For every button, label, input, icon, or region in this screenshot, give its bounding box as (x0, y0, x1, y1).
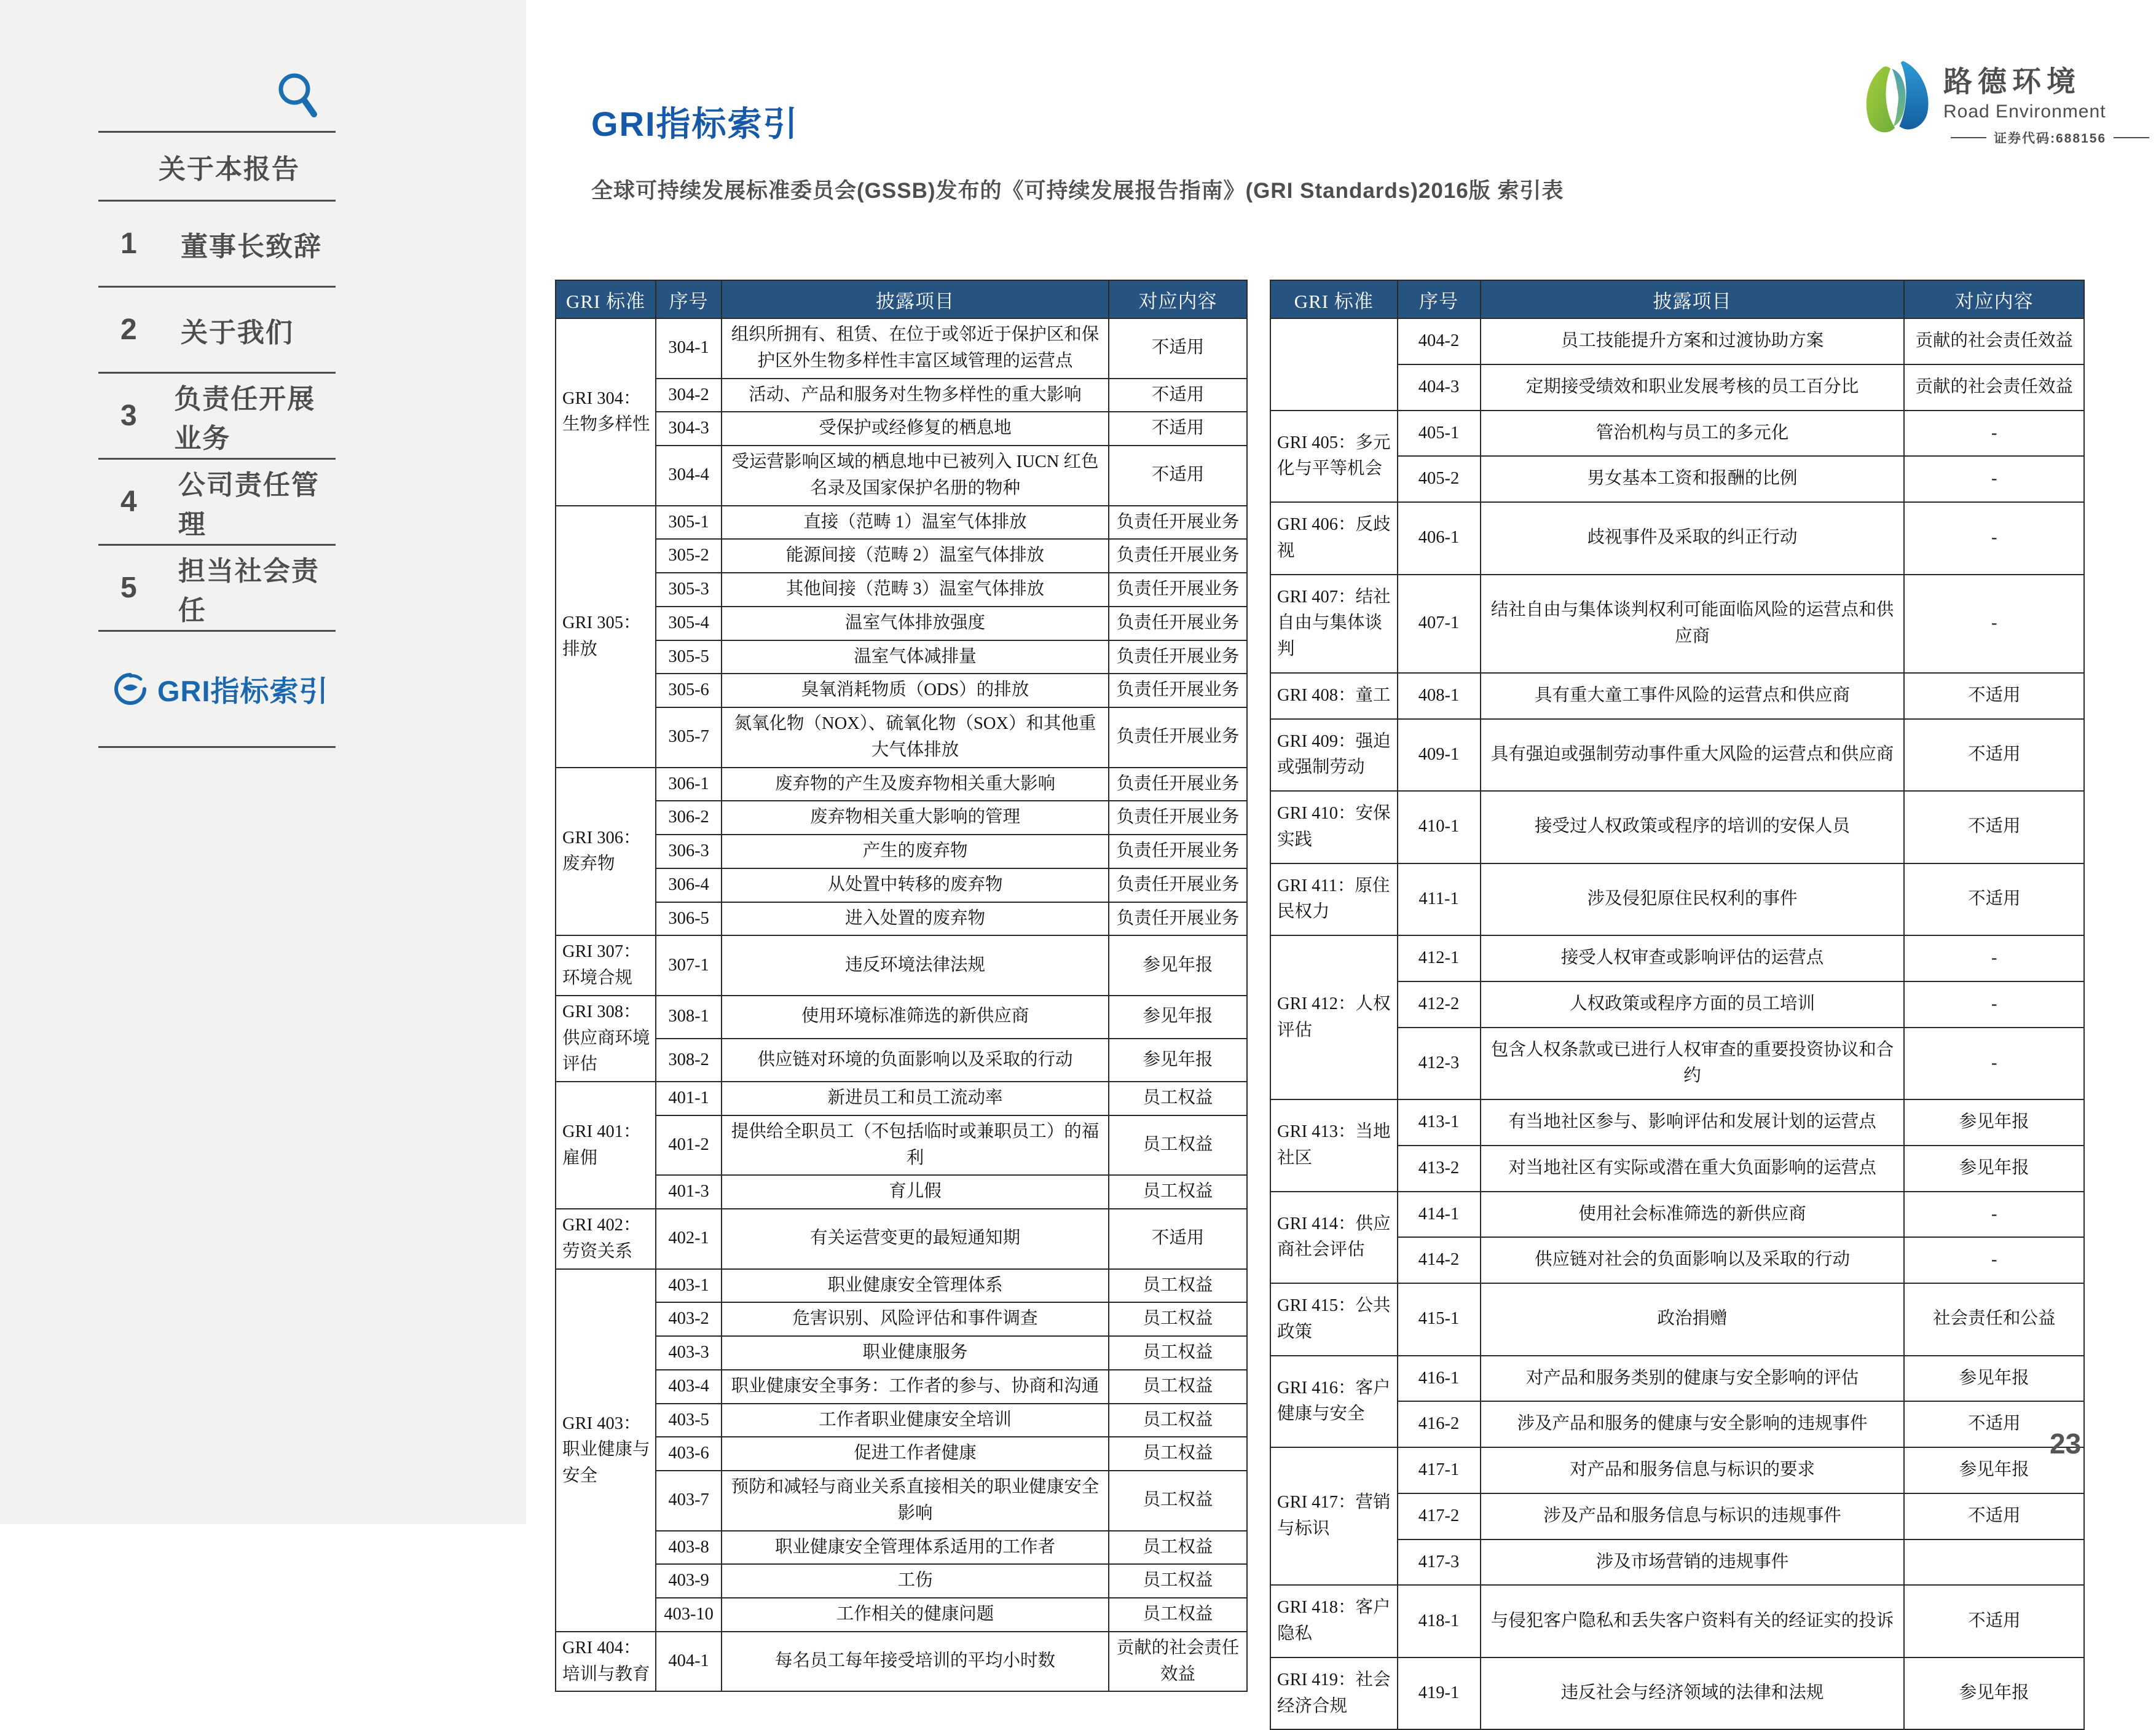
gri-number-cell: 417-2 (1398, 1493, 1481, 1539)
response-cell: 负责任开展业务 (1109, 707, 1247, 768)
gri-standard-cell: GRI 417：营销与标识 (1270, 1447, 1398, 1585)
table-row (556, 996, 1247, 1039)
gri-number-cell: 305-2 (656, 539, 722, 573)
gri-number-cell: 304-4 (656, 446, 722, 506)
gri-number-cell: 412-3 (1398, 1028, 1481, 1100)
table-row (1270, 863, 2084, 936)
disclosure-item-cell: 受运营影响区域的栖息地中已被列入 IUCN 红色名录及国家保护名册的物种 (722, 446, 1109, 506)
gri-standard-cell: GRI 408：童工 (1270, 673, 1398, 719)
search-icon[interactable] (278, 71, 318, 128)
disclosure-item-cell: 男女基本工资和报酬的比例 (1481, 456, 1905, 502)
response-cell: 贡献的社会责任效益 (1904, 364, 2084, 411)
sidebar-item-gri-index[interactable] (98, 630, 336, 748)
response-cell: 不适用 (1109, 318, 1247, 379)
table-row (556, 1437, 1247, 1471)
table-row (556, 768, 1247, 801)
sidebar-item-label: 关于本报告 (159, 154, 300, 184)
table-column-header: 序号 (1398, 280, 1481, 318)
gri-number-cell: 403-6 (656, 1437, 722, 1471)
disclosure-item-cell: 废弃物相关重大影响的管理 (722, 801, 1109, 835)
table-row (556, 1471, 1247, 1531)
dash-left (1951, 137, 1986, 138)
table-row (556, 379, 1247, 412)
response-cell: 员工权益 (1109, 1370, 1247, 1404)
gri-number-cell: 404-1 (656, 1632, 722, 1692)
gri-number-cell: 414-1 (1398, 1192, 1481, 1238)
disclosure-item-cell: 供应链对环境的负面影响以及采取的行动 (722, 1039, 1109, 1082)
response-cell: 员工权益 (1109, 1082, 1247, 1115)
response-cell: 参见年报 (1904, 1356, 2084, 1402)
sidebar-item-chairman-message[interactable] (98, 200, 336, 286)
gri-number-cell: 305-7 (656, 707, 722, 768)
disclosure-item-cell: 包含人权条款或已进行人权审查的重要投资协议和合约 (1481, 1028, 1905, 1100)
disclosure-item-cell: 活动、产品和服务对生物多样性的重大影响 (722, 379, 1109, 412)
stock-code: 证券代码:688156 (1994, 132, 2107, 146)
response-cell: - (1904, 1192, 2084, 1238)
gri-number-cell: 401-3 (656, 1175, 722, 1209)
table-row (556, 506, 1247, 540)
disclosure-item-cell: 对产品和服务类别的健康与安全影响的评估 (1481, 1356, 1905, 1402)
table-row (556, 1531, 1247, 1565)
response-cell: 不适用 (1904, 1585, 2084, 1657)
sidebar-item-label: 公司责任管理 (178, 470, 320, 540)
table-row (1270, 719, 2084, 792)
gri-number-cell: 305-3 (656, 573, 722, 607)
disclosure-item-cell: 促进工作者健康 (722, 1437, 1109, 1471)
disclosure-item-cell: 对产品和服务信息与标识的要求 (1481, 1447, 1905, 1493)
disclosure-item-cell: 员工技能提升方案和过渡协助方案 (1481, 318, 1905, 364)
gri-number-cell: 306-2 (656, 801, 722, 835)
disclosure-item-cell: 直接（范畴 1）温室气体排放 (722, 506, 1109, 540)
response-cell: - (1904, 411, 2084, 457)
table-row (556, 1269, 1247, 1303)
gri-number-cell: 403-1 (656, 1269, 722, 1303)
gri-number-cell: 308-2 (656, 1039, 722, 1082)
disclosure-item-cell: 具有强迫或强制劳动事件重大风险的运营点和供应商 (1481, 719, 1905, 792)
disclosure-item-cell: 歧视事件及采取的纠正行动 (1481, 502, 1905, 575)
response-cell: 员工权益 (1109, 1437, 1247, 1471)
gri-standard-cell: GRI 305：排放 (556, 506, 656, 768)
response-cell: 员工权益 (1109, 1404, 1247, 1437)
disclosure-item-cell: 职业健康服务 (722, 1336, 1109, 1370)
gri-number-cell: 416-2 (1398, 1401, 1481, 1447)
page-title: GRI指标索引 (591, 104, 799, 143)
response-cell: 不适用 (1904, 791, 2084, 863)
gri-number-cell: 415-1 (1398, 1283, 1481, 1356)
disclosure-item-cell: 受保护或经修复的栖息地 (722, 412, 1109, 446)
table-row (556, 1115, 1247, 1176)
gri-number-cell: 403-4 (656, 1370, 722, 1404)
disclosure-item-cell: 工作者职业健康安全培训 (722, 1404, 1109, 1437)
table-row (556, 1370, 1247, 1404)
gri-standard-cell: GRI 418：客户隐私 (1270, 1585, 1398, 1657)
gri-number-cell: 403-9 (656, 1564, 722, 1598)
sidebar-item-number: 1 (120, 227, 137, 260)
sidebar-item-number: 5 (120, 572, 137, 604)
table-column-header: 披露项目 (722, 280, 1109, 318)
response-cell: 参见年报 (1904, 1099, 2084, 1146)
gri-number-cell: 403-7 (656, 1471, 722, 1531)
sidebar-item-number: 3 (120, 399, 137, 432)
sidebar-item-label: GRI指标索引 (157, 674, 329, 707)
gri-number-cell: 401-1 (656, 1082, 722, 1115)
disclosure-item-cell: 定期接受绩效和职业发展考核的员工百分比 (1481, 364, 1905, 411)
gri-number-cell: 418-1 (1398, 1585, 1481, 1657)
gri-standard-cell: GRI 403：职业健康与安全 (556, 1269, 656, 1632)
gri-table-left (555, 280, 1248, 1692)
disclosure-item-cell: 违反社会与经济领域的法律和法规 (1481, 1657, 1905, 1730)
gri-standard-cell: GRI 415：公共政策 (1270, 1283, 1398, 1356)
disclosure-item-cell: 废弃物的产生及废弃物相关重大影响 (722, 768, 1109, 801)
disclosure-item-cell: 温室气体排放强度 (722, 607, 1109, 640)
gri-standard-cell: GRI 306：废弃物 (556, 768, 656, 936)
disclosure-item-cell: 人权政策或程序方面的员工培训 (1481, 981, 1905, 1028)
response-cell: - (1904, 1028, 2084, 1100)
response-cell: 负责任开展业务 (1109, 768, 1247, 801)
disclosure-item-cell: 工作相关的健康问题 (722, 1598, 1109, 1632)
table-row (1270, 1356, 2084, 1402)
disclosure-item-cell: 涉及侵犯原住民权利的事件 (1481, 863, 1905, 936)
table-column-header: 对应内容 (1109, 280, 1247, 318)
company-name-en: Road Environment (1943, 101, 2106, 122)
response-cell: - (1904, 981, 2084, 1028)
disclosure-item-cell: 接受人权审查或影响评估的运营点 (1481, 935, 1905, 981)
table-row (1270, 1099, 2084, 1146)
disclosure-item-cell: 进入处置的废弃物 (722, 902, 1109, 936)
response-cell: 员工权益 (1109, 1302, 1247, 1336)
gri-number-cell: 305-4 (656, 607, 722, 640)
gri-standard-cell: GRI 413：当地社区 (1270, 1099, 1398, 1192)
page-subtitle: 全球可持续发展标准委员会(GSSB)发布的《可持续发展报告指南》(GRI Standards)2016版 索引表 (591, 179, 1564, 203)
gri-number-cell: 404-3 (1398, 364, 1481, 411)
disclosure-item-cell: 职业健康安全管理体系适用的工作者 (722, 1531, 1109, 1565)
gri-number-cell: 403-8 (656, 1531, 722, 1565)
response-cell: 参见年报 (1904, 1657, 2084, 1730)
response-cell: 负责任开展业务 (1109, 640, 1247, 674)
table-row (556, 1336, 1247, 1370)
table-row (1270, 411, 2084, 457)
table-row (556, 1598, 1247, 1632)
disclosure-item-cell: 温室气体减排量 (722, 640, 1109, 674)
response-cell: 员工权益 (1109, 1115, 1247, 1176)
table-row (1270, 1585, 2084, 1657)
table-row (556, 1404, 1247, 1437)
gri-standard-cell: GRI 405：多元化与平等机会 (1270, 411, 1398, 503)
gri-standard-cell: GRI 307：环境合规 (556, 935, 656, 996)
gri-number-cell: 402-1 (656, 1209, 722, 1269)
response-cell: 不适用 (1109, 412, 1247, 446)
gri-number-cell: 305-6 (656, 674, 722, 707)
gri-standard-cell: GRI 401：雇佣 (556, 1082, 656, 1209)
gri-standard-cell: GRI 416：客户健康与安全 (1270, 1356, 1398, 1448)
gri-number-cell: 409-1 (1398, 719, 1481, 792)
table-column-header: 披露项目 (1481, 280, 1905, 318)
disclosure-item-cell: 组织所拥有、租赁、在位于或邻近于保护区和保护区外生物多样性丰富区域管理的运营点 (722, 318, 1109, 379)
disclosure-item-cell: 提供给全职员工（不包括临时或兼职员工）的福利 (722, 1115, 1109, 1176)
sidebar (0, 0, 526, 1524)
response-cell: 员工权益 (1109, 1336, 1247, 1370)
table-header-row (556, 280, 1247, 318)
disclosure-item-cell: 臭氧消耗物质（ODS）的排放 (722, 674, 1109, 707)
gri-number-cell: 412-1 (1398, 935, 1481, 981)
response-cell: - (1904, 1237, 2084, 1283)
gri-number-cell: 405-2 (1398, 456, 1481, 502)
disclosure-item-cell: 产生的废弃物 (722, 835, 1109, 868)
disclosure-item-cell: 与侵犯客户隐私和丢失客户资料有关的经证实的投诉 (1481, 1585, 1905, 1657)
response-cell: 员工权益 (1109, 1269, 1247, 1303)
sidebar-item-label: 董事长致辞 (181, 231, 322, 262)
sidebar-item-responsible-business[interactable] (98, 372, 336, 458)
sidebar-item-about-us[interactable] (98, 286, 336, 372)
table-row (1270, 575, 2084, 673)
response-cell: - (1904, 935, 2084, 981)
response-cell: 负责任开展业务 (1109, 835, 1247, 868)
disclosure-item-cell: 有关运营变更的最短通知期 (722, 1209, 1109, 1269)
table-row (1270, 1283, 2084, 1356)
disclosure-item-cell: 接受过人权政策或程序的培训的安保人员 (1481, 791, 1905, 863)
table-row (1270, 502, 2084, 575)
table-row (556, 1039, 1247, 1082)
response-cell: 负责任开展业务 (1109, 506, 1247, 540)
gri-number-cell: 403-10 (656, 1598, 722, 1632)
sidebar-item-social-responsibility[interactable] (98, 544, 336, 630)
gri-standard-cell (1270, 318, 1398, 411)
gri-number-cell: 419-1 (1398, 1657, 1481, 1730)
disclosure-item-cell: 使用社会标准筛选的新供应商 (1481, 1192, 1905, 1238)
table-row (556, 446, 1247, 506)
company-logo-mark (1861, 58, 1935, 140)
disclosure-item-cell: 氮氧化物（NOX）、硫氧化物（SOX）和其他重大气体排放 (722, 707, 1109, 768)
response-cell: 负责任开展业务 (1109, 573, 1247, 607)
table-row (1270, 1657, 2084, 1730)
response-cell: 不适用 (1904, 673, 2084, 719)
response-cell: - (1904, 502, 2084, 575)
response-cell: 参见年报 (1109, 1039, 1247, 1082)
gri-standard-cell: GRI 404：培训与教育 (556, 1632, 656, 1692)
disclosure-item-cell: 能源间接（范畴 2）温室气体排放 (722, 539, 1109, 573)
gri-number-cell: 416-1 (1398, 1356, 1481, 1402)
gri-number-cell: 306-5 (656, 902, 722, 936)
disclosure-item-cell: 涉及产品和服务信息与标识的违规事件 (1481, 1493, 1905, 1539)
sidebar-item-about-report[interactable] (98, 131, 336, 200)
response-cell: 负责任开展业务 (1109, 868, 1247, 902)
disclosure-item-cell: 危害识别、风险评估和事件调查 (722, 1302, 1109, 1336)
gri-number-cell: 404-2 (1398, 318, 1481, 364)
disclosure-item-cell: 工伤 (722, 1564, 1109, 1598)
table-row (556, 1082, 1247, 1115)
response-cell: 参见年报 (1109, 996, 1247, 1039)
disclosure-item-cell: 对当地社区有实际或潜在重大负面影响的运营点 (1481, 1146, 1905, 1192)
response-cell: 负责任开展业务 (1109, 607, 1247, 640)
response-cell: - (1904, 575, 2084, 673)
table-row (556, 707, 1247, 768)
response-cell: 不适用 (1109, 446, 1247, 506)
gri-number-cell: 306-3 (656, 835, 722, 868)
gri-number-cell: 408-1 (1398, 673, 1481, 719)
gri-standard-cell: GRI 308：供应商环境评估 (556, 996, 656, 1082)
sidebar-item-number: 4 (120, 486, 137, 518)
response-cell: 员工权益 (1109, 1471, 1247, 1531)
response-cell: 员工权益 (1109, 1564, 1247, 1598)
disclosure-item-cell: 每名员工每年接受培训的平均小时数 (722, 1632, 1109, 1692)
response-cell: 不适用 (1904, 863, 2084, 936)
table-row (1270, 791, 2084, 863)
gri-number-cell: 412-2 (1398, 981, 1481, 1028)
gri-number-cell: 305-1 (656, 506, 722, 540)
table-row (1270, 318, 2084, 364)
table-row (556, 1632, 1247, 1692)
disclosure-item-cell: 新进员工和员工流动率 (722, 1082, 1109, 1115)
disclosure-item-cell: 使用环境标准筛选的新供应商 (722, 996, 1109, 1039)
gri-number-cell: 413-1 (1398, 1099, 1481, 1146)
response-cell: 参见年报 (1109, 935, 1247, 996)
gri-number-cell: 414-2 (1398, 1237, 1481, 1283)
table-row (556, 868, 1247, 902)
gri-standard-cell: GRI 412：人权评估 (1270, 935, 1398, 1099)
disclosure-item-cell: 预防和减轻与商业关系直接相关的职业健康安全影响 (722, 1471, 1109, 1531)
gri-number-cell: 403-3 (656, 1336, 722, 1370)
gri-table-right (1270, 280, 2085, 1730)
table-row (556, 412, 1247, 446)
table-row (556, 902, 1247, 936)
response-cell: 负责任开展业务 (1109, 674, 1247, 707)
response-cell: 不适用 (1109, 1209, 1247, 1269)
response-cell: 员工权益 (1109, 1175, 1247, 1209)
table-row (556, 1175, 1247, 1209)
response-cell: - (1904, 456, 2084, 502)
disclosure-item-cell: 供应链对社会的负面影响以及采取的行动 (1481, 1237, 1905, 1283)
dash-right (2114, 137, 2149, 138)
table-row (556, 573, 1247, 607)
response-cell: 参见年报 (1904, 1447, 2084, 1493)
gri-number-cell: 406-1 (1398, 502, 1481, 575)
gri-standard-cell: GRI 411：原住民权力 (1270, 863, 1398, 936)
gri-number-cell: 305-5 (656, 640, 722, 674)
gri-standard-cell: GRI 410：安保实践 (1270, 791, 1398, 863)
disclosure-item-cell: 具有重大童工事件风险的运营点和供应商 (1481, 673, 1905, 719)
gri-number-cell: 304-3 (656, 412, 722, 446)
gri-number-cell: 417-3 (1398, 1539, 1481, 1586)
response-cell: 员工权益 (1109, 1531, 1247, 1565)
gri-standard-cell: GRI 402：劳资关系 (556, 1209, 656, 1269)
gri-number-cell: 405-1 (1398, 411, 1481, 457)
table-column-header: 序号 (656, 280, 722, 318)
table-row (1270, 1192, 2084, 1238)
response-cell: 贡献的社会责任效益 (1904, 318, 2084, 364)
response-cell: 负责任开展业务 (1109, 801, 1247, 835)
disclosure-item-cell: 管治机构与员工的多元化 (1481, 411, 1905, 457)
table-row (556, 835, 1247, 868)
disclosure-item-cell: 其他间接（范畴 3）温室气体排放 (722, 573, 1109, 607)
table-row (556, 1564, 1247, 1598)
response-cell: 贡献的社会责任效益 (1109, 1632, 1247, 1692)
gri-number-cell: 417-1 (1398, 1447, 1481, 1493)
disclosure-item-cell: 有当地社区参与、影响评估和发展计划的运营点 (1481, 1099, 1905, 1146)
gri-number-cell: 401-2 (656, 1115, 722, 1176)
table-column-header: GRI 标准 (556, 280, 656, 318)
table-header-row (1270, 280, 2084, 318)
disclosure-item-cell: 职业健康安全管理体系 (722, 1269, 1109, 1303)
gri-number-cell: 410-1 (1398, 791, 1481, 863)
table-row (556, 674, 1247, 707)
disclosure-item-cell: 涉及产品和服务的健康与安全影响的违规事件 (1481, 1401, 1905, 1447)
response-cell: 参见年报 (1904, 1146, 2084, 1192)
gri-number-cell: 306-1 (656, 768, 722, 801)
gri-number-cell: 403-5 (656, 1404, 722, 1437)
sidebar-item-responsibility-management[interactable] (98, 458, 336, 544)
response-cell: 不适用 (1904, 1493, 2084, 1539)
gri-number-cell: 304-1 (656, 318, 722, 379)
table-row (556, 935, 1247, 996)
gri-number-cell: 307-1 (656, 935, 722, 996)
table-row (1270, 935, 2084, 981)
sidebar-nav (98, 131, 336, 748)
disclosure-item-cell: 职业健康安全事务：工作者的参与、协商和沟通 (722, 1370, 1109, 1404)
table-row (1270, 1447, 2084, 1493)
response-cell: 负责任开展业务 (1109, 902, 1247, 936)
sidebar-item-label: 负责任开展业务 (174, 383, 316, 454)
gri-standard-cell: GRI 406：反歧视 (1270, 502, 1398, 575)
sidebar-item-number: 2 (120, 313, 137, 346)
disclosure-item-cell: 育儿假 (722, 1175, 1109, 1209)
table-row (556, 318, 1247, 379)
response-cell: 不适用 (1904, 719, 2084, 792)
disclosure-item-cell: 涉及市场营销的违规事件 (1481, 1539, 1905, 1586)
gri-standard-cell: GRI 304：生物多样性 (556, 318, 656, 506)
disclosure-item-cell: 结社自由与集体谈判权利可能面临风险的运营点和供应商 (1481, 575, 1905, 673)
page-number: 23 (2050, 1428, 2082, 1460)
gri-number-cell: 413-2 (1398, 1146, 1481, 1192)
gri-standard-cell: GRI 419：社会经济合规 (1270, 1657, 1398, 1730)
response-cell: 社会责任和公益 (1904, 1283, 2084, 1356)
gri-number-cell: 407-1 (1398, 575, 1481, 673)
gri-standard-cell: GRI 409：强迫或强制劳动 (1270, 719, 1398, 792)
sidebar-item-label: 担当社会责任 (178, 556, 320, 626)
company-logo (1861, 58, 2119, 147)
table-row (556, 801, 1247, 835)
gri-number-cell: 308-1 (656, 996, 722, 1039)
response-cell (1904, 1539, 2084, 1586)
response-cell: 不适用 (1904, 1401, 2084, 1447)
response-cell: 负责任开展业务 (1109, 539, 1247, 573)
response-cell: 不适用 (1109, 379, 1247, 412)
gri-number-cell: 411-1 (1398, 863, 1481, 936)
table-column-header: 对应内容 (1904, 280, 2084, 318)
table-row (556, 640, 1247, 674)
company-logo-text (1943, 58, 2156, 147)
disclosure-item-cell: 违反环境法律法规 (722, 935, 1109, 996)
gri-standard-cell: GRI 407：结社自由与集体谈判 (1270, 575, 1398, 673)
table-row (556, 1209, 1247, 1269)
gri-number-cell: 304-2 (656, 379, 722, 412)
company-name-cn: 路德环境 (1943, 65, 2081, 98)
table-row (556, 607, 1247, 640)
table-row (556, 539, 1247, 573)
gri-number-cell: 306-4 (656, 868, 722, 902)
disclosure-item-cell: 政治捐赠 (1481, 1283, 1905, 1356)
sidebar-item-label: 关于我们 (181, 317, 294, 348)
stock-code-line (1943, 128, 2156, 147)
response-cell: 员工权益 (1109, 1598, 1247, 1632)
gri-number-cell: 403-2 (656, 1302, 722, 1336)
table-column-header: GRI 标准 (1270, 280, 1398, 318)
table-row (556, 1302, 1247, 1336)
gri-swirl-icon (113, 672, 148, 706)
gri-standard-cell: GRI 414：供应商社会评估 (1270, 1192, 1398, 1284)
table-row (1270, 673, 2084, 719)
disclosure-item-cell: 从处置中转移的废弃物 (722, 868, 1109, 902)
